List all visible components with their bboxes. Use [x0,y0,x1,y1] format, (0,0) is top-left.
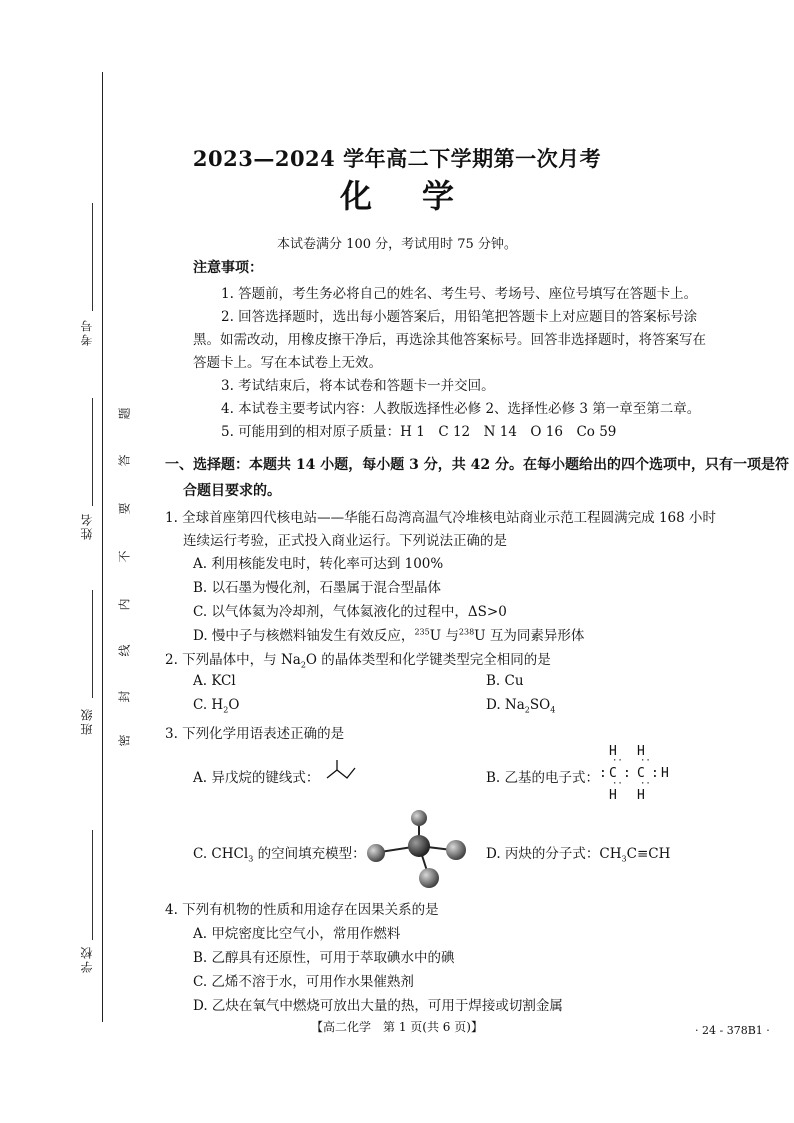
name-label: 姓名 [80,512,94,540]
q4-option-a[interactable]: A. 甲烷密度比空气小，常用作燃料 [193,926,401,942]
ethyl-electron-formula: H H : C : C : H H H ·· ·· ·· ·· [599,744,669,803]
q1-option-d[interactable]: D. 慢中子与核燃料铀发生有效反应，$^{235}$U 与$^{238}$U 互为同素异形体 [193,627,585,644]
q2-option-a[interactable]: A. KCl [193,673,236,689]
q1-stem: 1. 全球首座第四代核电站——华能石岛湾高温气冷堆核电站商业示范工程圆满完成 168 小时 [165,510,717,526]
q2-option-b[interactable]: B. Cu [486,673,524,689]
q3-option-a[interactable]: A. 异戊烷的键线式： [193,770,320,786]
note-2-end: 答题卡上。写在本试卷上无效。 [193,355,382,371]
note-1: 1. 答题前，考生务必将自己的姓名、考生号、考场号、座位号填写在答题卡上。 [221,286,698,302]
section-title-cont: 合题目要求的。 [183,483,281,499]
note-5: 5. 可能用到的相对原子质量：H 1 C 12 N 14 O 16 Co 59 [221,424,617,440]
exam-no-label: 考号 [80,318,94,346]
class-field[interactable] [92,590,93,698]
note-2-cont: 黑。如需改动，用橡皮擦干净后，再选涂其他答案标号。回答非选择题时，将答案写在 [193,332,706,348]
exam-title: 2023—2024 学年高二下学期第一次月考 [192,146,602,171]
q1-option-b[interactable]: B. 以石墨为慢化剂，石墨属于混合型晶体 [193,580,442,596]
q4-option-c[interactable]: C. 乙烯不溶于水，可用作水果催熟剂 [193,974,414,990]
exam-no-field[interactable] [92,203,93,311]
q3-option-b[interactable]: B. 乙基的电子式： [486,770,600,786]
class-label: 班级 [80,707,94,735]
subject-title: 化学 [339,177,504,215]
q3-option-d[interactable]: D. 丙炔的分子式：$CH_3C\equiv CH$ [486,846,671,864]
paper-code: · 24 - 378B1 · [695,1024,770,1037]
note-4: 4. 本试卷主要考试内容：人教版选择性必修 2、选择性必修 3 第一章至第二章。 [221,401,701,417]
exam-meta: 本试卷满分 100 分，考试用时 75 分钟。 [277,237,517,252]
q3-stem: 3. 下列化学用语表述正确的是 [165,726,345,742]
name-field[interactable] [92,398,93,506]
isopentane-skeletal-icon [325,758,357,784]
note-3: 3. 考试结束后，将本试卷和答题卡一并交回。 [221,378,495,394]
q1-option-c[interactable]: C. 以气体氦为冷却剂，气体氦液化的过程中，ΔS>0 [193,604,507,620]
section-title: 一、选择题：本题共 14 小题，每小题 3 分，共 42 分。在每小题给出的四个选项中，只有一项是符 [165,457,789,473]
q1-stem-cont: 连续运行考验，正式投入商业运行。下列说法正确的是 [183,533,507,549]
page-footer: 【高二化学 第 1 页(共 6 页)】 [311,1020,483,1034]
school-field[interactable] [92,830,93,940]
q2-option-c[interactable]: C. $H_2O$ [193,697,240,715]
q1-option-a[interactable]: A. 利用核能发电时，转化率可达到 100% [193,556,444,572]
q4-option-b[interactable]: B. 乙醇具有还原性，可用于萃取碘水中的碘 [193,950,455,966]
q4-option-d[interactable]: D. 乙炔在氧气中燃烧可放出大量的热，可用于焊接或切割金属 [193,998,563,1014]
school-label: 学校 [80,945,94,973]
q2-option-d[interactable]: D. $Na_2SO_4$ [486,697,556,715]
q2-stem: 2. 下列晶体中，与 $Na_2O$ 的晶体类型和化学键类型完全相同的是 [165,652,551,670]
chcl3-space-filling-model-icon [364,808,474,890]
note-2: 2. 回答选择题时，选出每小题答案后，用铅笔把答题卡上对应题目的答案标号涂 [221,309,698,325]
notes-title: 注意事项： [193,260,263,276]
q3-option-c[interactable]: C. CHCl$_3$ 的空间填充模型： [193,846,366,864]
q4-stem: 4. 下列有机物的性质和用途存在因果关系的是 [165,902,439,918]
